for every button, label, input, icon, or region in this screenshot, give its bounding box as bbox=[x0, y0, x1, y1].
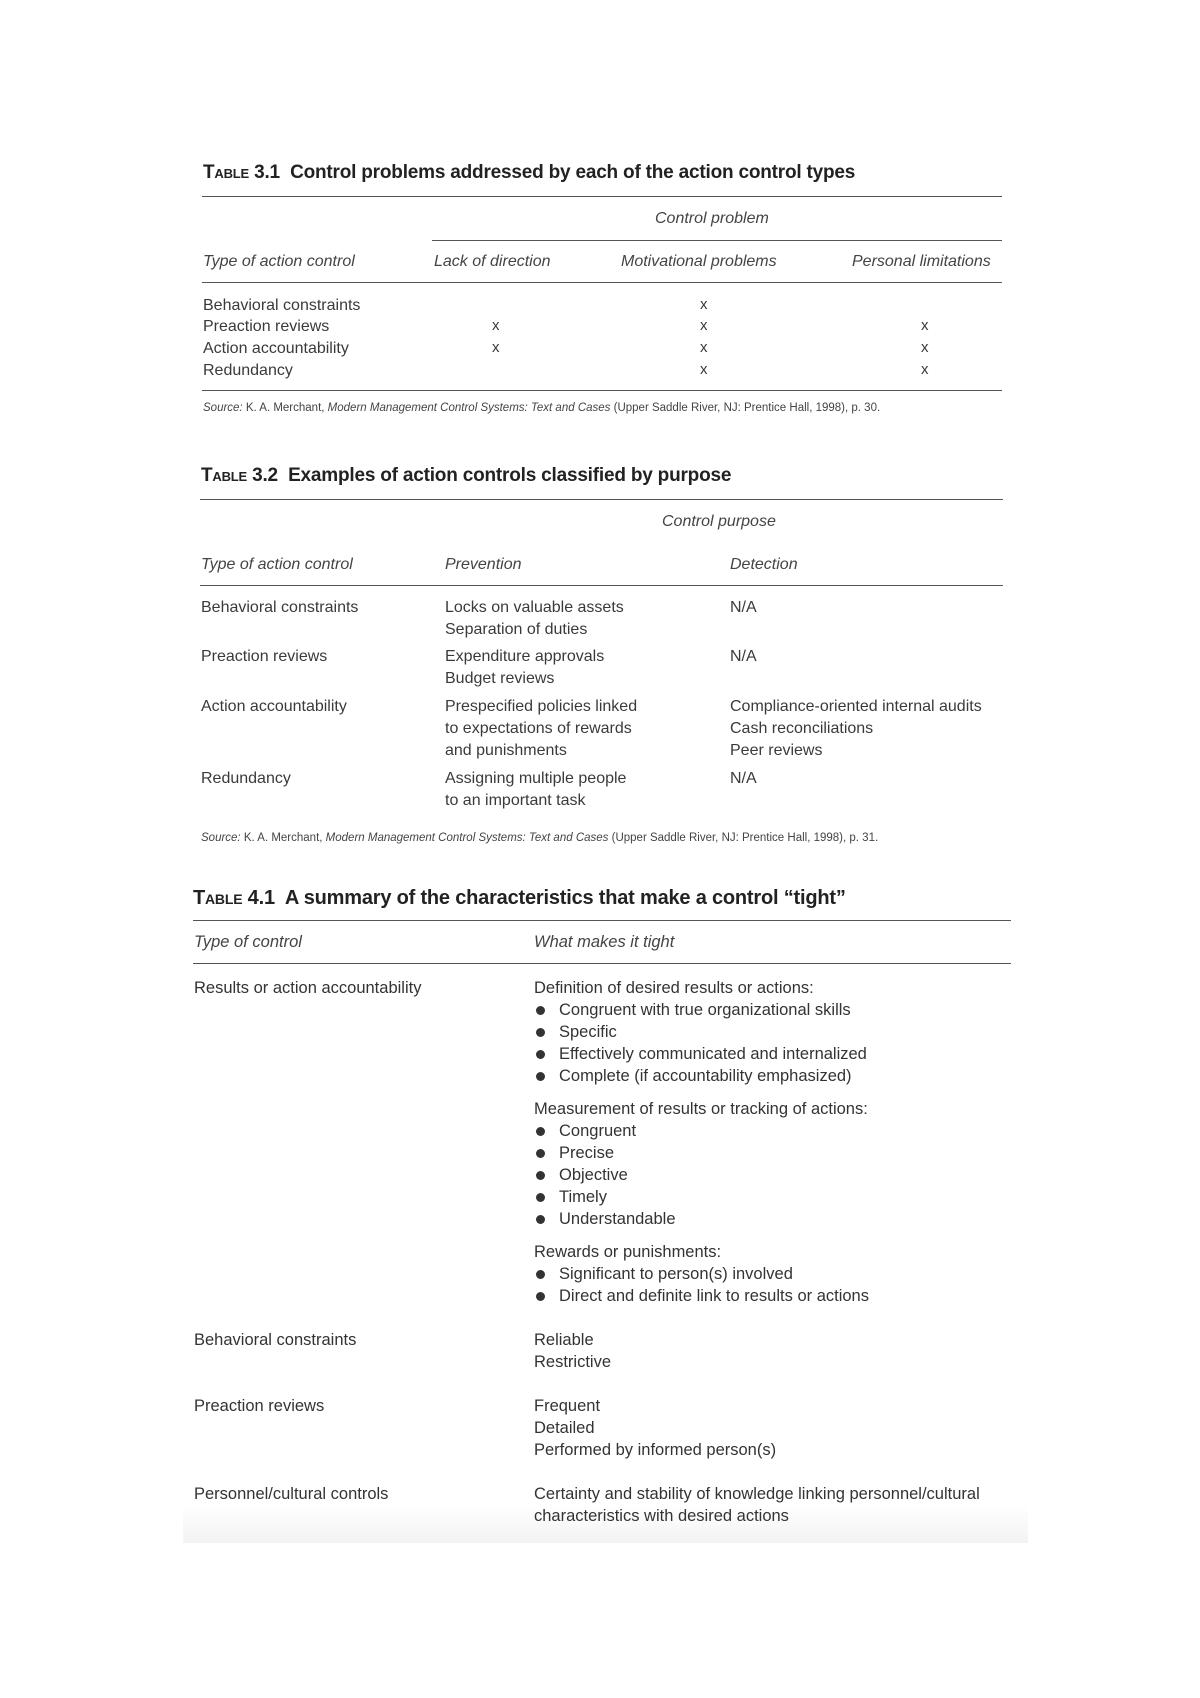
source-book: Modern Management Control Systems: Text and Cases bbox=[325, 832, 609, 844]
table-3-1-col-lack: Lack of direction bbox=[434, 253, 551, 270]
table-cell bbox=[730, 768, 757, 790]
table-cell-mark: x bbox=[492, 339, 500, 356]
table-row-label: Action accountability bbox=[203, 340, 349, 357]
list-item: Congruent bbox=[534, 1120, 1014, 1142]
detection-line: N/A bbox=[730, 648, 757, 665]
table-cell bbox=[445, 696, 637, 762]
cell-line: Reliable bbox=[534, 1331, 594, 1349]
table-3-1-top-rule bbox=[202, 196, 1002, 197]
table-3-1-header-rule bbox=[202, 282, 1002, 283]
table-3-2-title-text: Examples of action controls classified by purpose bbox=[288, 465, 732, 486]
cell-line: Certainty and stability of knowledge linking personnel/cultural bbox=[534, 1485, 980, 1503]
detection-line: Peer reviews bbox=[730, 742, 823, 759]
bullet-icon bbox=[536, 1028, 545, 1037]
measurement-lead: Measurement of results or tracking of actions: bbox=[534, 1100, 868, 1118]
behavioral-cell bbox=[534, 1329, 611, 1373]
table-cell-mark: x bbox=[700, 339, 708, 356]
list-item: Understandable bbox=[534, 1208, 1014, 1230]
table-4-1-col-type: Type of control bbox=[194, 933, 302, 951]
table-3-1-group-rule bbox=[432, 240, 1002, 241]
source-author: K. A. Merchant, bbox=[243, 832, 323, 844]
table-row-label: Action accountability bbox=[201, 698, 347, 715]
personnel-cell bbox=[534, 1483, 980, 1527]
bullet-icon bbox=[536, 1171, 545, 1180]
table-4-1-top-rule bbox=[193, 920, 1011, 921]
table-3-2-label: Table 3.2 bbox=[201, 465, 278, 486]
table-3-1-bottom-rule bbox=[202, 390, 1002, 391]
table-cell bbox=[445, 646, 604, 690]
table-cell-mark: x bbox=[700, 317, 708, 334]
bullet-icon bbox=[536, 1193, 545, 1202]
table-3-1-col-type: Type of action control bbox=[203, 253, 355, 270]
table-3-1-title bbox=[203, 162, 855, 184]
list-item: Timely bbox=[534, 1186, 1014, 1208]
bullet-icon bbox=[536, 1072, 545, 1081]
table-cell-mark: x bbox=[921, 339, 929, 356]
source-rest: (Upper Saddle River, NJ: Prentice Hall, 1998), p. 31. bbox=[611, 832, 879, 844]
bullet-icon bbox=[536, 1006, 545, 1015]
table-3-2-group-header: Control purpose bbox=[662, 513, 776, 530]
table-cell-mark: x bbox=[700, 361, 708, 378]
cell-line: characteristics with desired actions bbox=[534, 1507, 789, 1525]
bullet-icon bbox=[536, 1050, 545, 1059]
definition-lead: Definition of desired results or actions: bbox=[534, 979, 814, 997]
rewards-list bbox=[534, 1263, 1014, 1307]
table-3-2-col-detection: Detection bbox=[730, 556, 798, 573]
bullet-icon bbox=[536, 1149, 545, 1158]
source-label: Source: bbox=[201, 832, 241, 844]
table-4-1-header-rule bbox=[193, 963, 1011, 964]
table-row-label: Preaction reviews bbox=[201, 648, 328, 665]
table-row-label: Personnel/cultural controls bbox=[194, 1485, 389, 1503]
table-4-1-title bbox=[193, 887, 846, 910]
prevention-line: to expectations of rewards bbox=[445, 720, 632, 737]
prevention-line: Expenditure approvals bbox=[445, 648, 605, 665]
table-3-1-title-text: Control problems addressed by each of the action control types bbox=[290, 162, 856, 183]
table-3-2-header-rule bbox=[200, 585, 1003, 586]
cell-line: Performed by informed person(s) bbox=[534, 1441, 777, 1459]
table-row-label: Behavioral constraints bbox=[203, 297, 361, 314]
detection-line: Cash reconciliations bbox=[730, 720, 874, 737]
source-label: Source: bbox=[203, 402, 243, 414]
bullet-icon bbox=[536, 1292, 545, 1301]
table-row-label: Behavioral constraints bbox=[201, 599, 359, 616]
prevention-line: Budget reviews bbox=[445, 670, 555, 687]
table-cell bbox=[445, 768, 626, 812]
preaction-cell bbox=[534, 1395, 776, 1461]
table-row-label: Behavioral constraints bbox=[194, 1331, 357, 1349]
table-cell-mark: x bbox=[492, 317, 500, 334]
prevention-line: and punishments bbox=[445, 742, 567, 759]
table-3-1-col-motivational: Motivational problems bbox=[621, 253, 777, 270]
table-row-label: Preaction reviews bbox=[203, 318, 330, 335]
table-3-2-top-rule bbox=[200, 499, 1003, 500]
table-3-1-col-personal: Personal limitations bbox=[852, 253, 991, 270]
table-cell bbox=[445, 597, 624, 641]
table-row-label: Redundancy bbox=[203, 362, 293, 379]
table-cell-mark: x bbox=[700, 296, 708, 313]
definition-list bbox=[534, 999, 1014, 1087]
table-cell-mark: x bbox=[921, 317, 929, 334]
results-cell bbox=[534, 977, 1014, 1307]
cell-line: Restrictive bbox=[534, 1353, 612, 1371]
prevention-line: Separation of duties bbox=[445, 621, 588, 638]
list-item: Direct and definite link to results or actions bbox=[534, 1285, 1014, 1307]
table-3-1-group-header: Control problem bbox=[655, 210, 769, 227]
prevention-line: Prespecified policies linked bbox=[445, 698, 638, 715]
list-item: Complete (if accountability emphasized) bbox=[534, 1065, 1014, 1087]
list-item: Specific bbox=[534, 1021, 1014, 1043]
detection-line: Compliance-oriented internal audits bbox=[730, 698, 982, 715]
table-cell bbox=[730, 646, 757, 668]
cell-line: Detailed bbox=[534, 1419, 595, 1437]
table-cell bbox=[730, 597, 757, 619]
list-item: Effectively communicated and internalized bbox=[534, 1043, 1014, 1065]
source-rest: (Upper Saddle River, NJ: Prentice Hall, 1998), p. 30. bbox=[613, 402, 881, 414]
table-3-2-col-prevention: Prevention bbox=[445, 556, 522, 573]
bullet-icon bbox=[536, 1270, 545, 1279]
bullet-icon bbox=[536, 1127, 545, 1136]
prevention-line: Assigning multiple people bbox=[445, 770, 627, 787]
table-3-1-source bbox=[203, 402, 880, 414]
table-4-1-title-text: A summary of the characteristics that make a control “tight” bbox=[284, 887, 846, 909]
detection-line: N/A bbox=[730, 599, 757, 616]
table-row-label: Redundancy bbox=[201, 770, 291, 787]
rewards-lead: Rewards or punishments: bbox=[534, 1243, 722, 1261]
bullet-icon bbox=[536, 1215, 545, 1224]
list-item: Objective bbox=[534, 1164, 1014, 1186]
table-4-1-col-tight: What makes it tight bbox=[534, 933, 675, 951]
measurement-list bbox=[534, 1120, 1014, 1230]
table-3-1-label: Table 3.1 bbox=[203, 162, 280, 183]
prevention-line: to an important task bbox=[445, 792, 586, 809]
list-item: Significant to person(s) involved bbox=[534, 1263, 1014, 1285]
table-cell bbox=[730, 696, 982, 762]
table-row-label: Results or action accountability bbox=[194, 979, 422, 997]
table-4-1-label: Table 4.1 bbox=[193, 887, 275, 909]
list-item: Precise bbox=[534, 1142, 1014, 1164]
list-item: Congruent with true organizational skills bbox=[534, 999, 1014, 1021]
cell-line: Frequent bbox=[534, 1397, 601, 1415]
detection-line: N/A bbox=[730, 770, 757, 787]
table-row-label: Preaction reviews bbox=[194, 1397, 325, 1415]
table-3-2-source bbox=[201, 832, 878, 844]
source-book: Modern Management Control Systems: Text and Cases bbox=[327, 402, 611, 414]
table-cell-mark: x bbox=[921, 361, 929, 378]
table-3-2-title bbox=[201, 465, 731, 487]
table-3-2-col-type: Type of action control bbox=[201, 556, 353, 573]
prevention-line: Locks on valuable assets bbox=[445, 599, 624, 616]
source-author: K. A. Merchant, bbox=[245, 402, 325, 414]
